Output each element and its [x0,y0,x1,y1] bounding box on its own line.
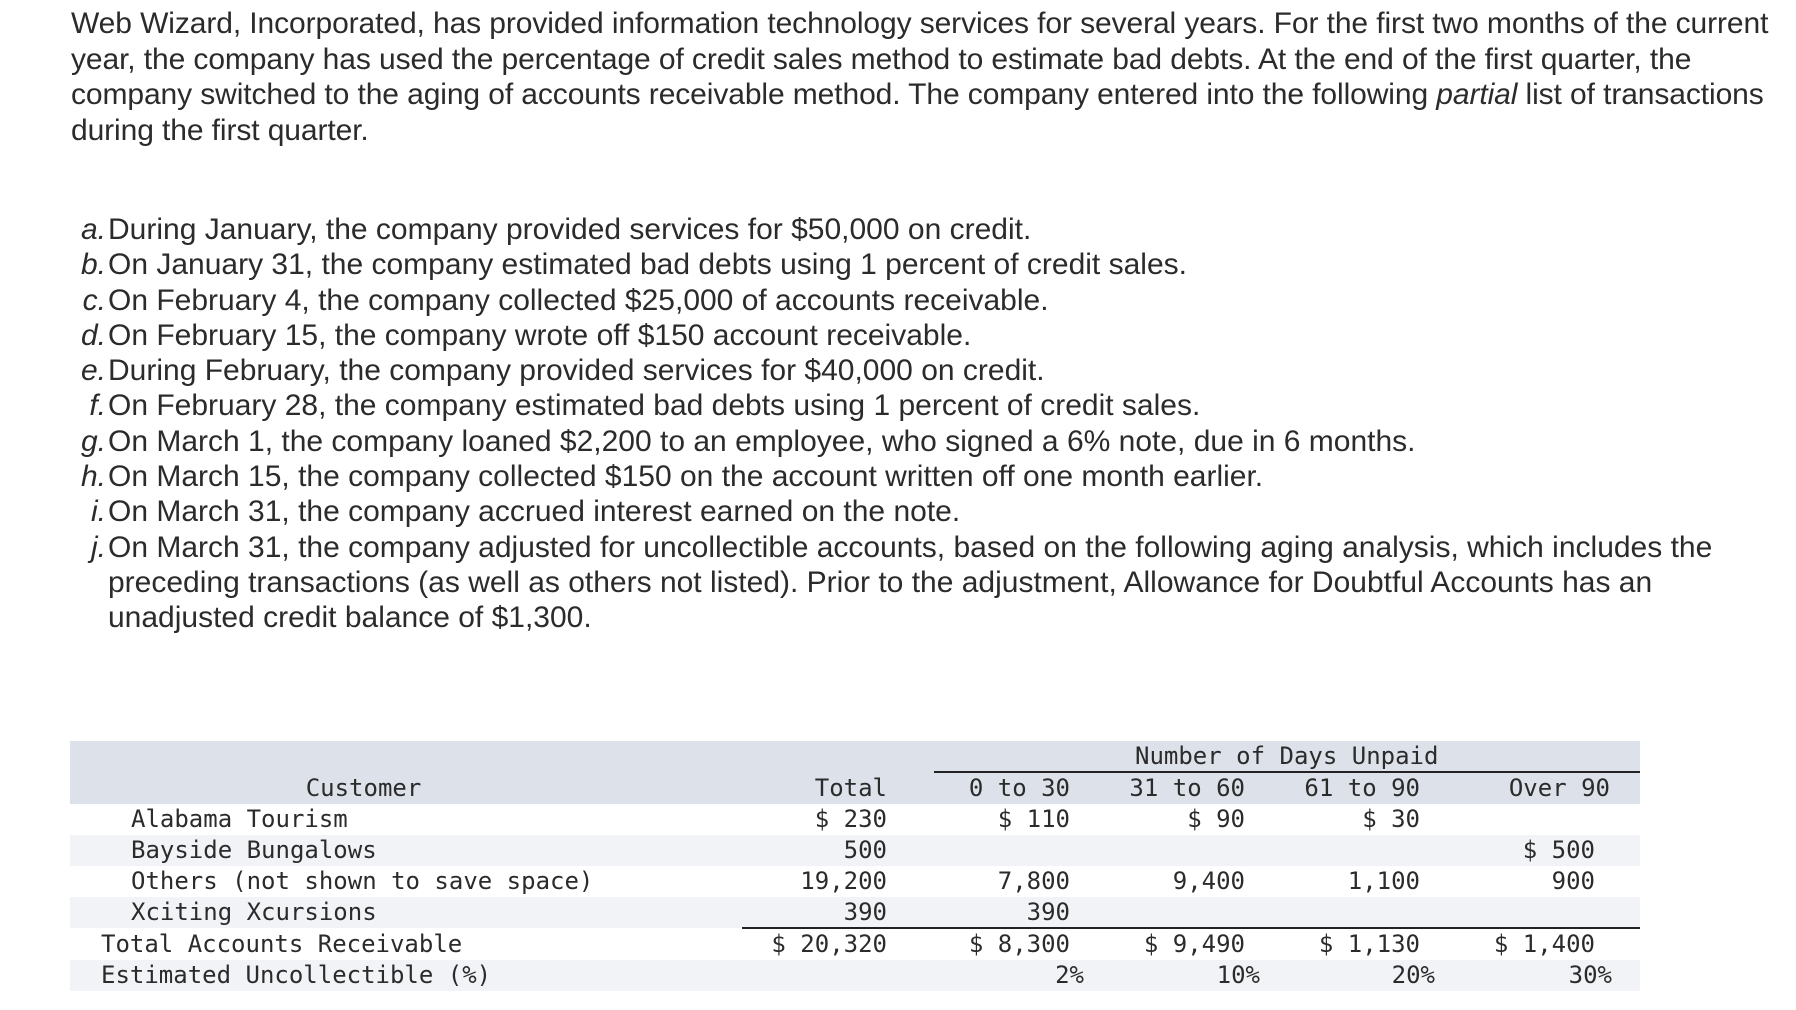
row-0-30: 7,800 [997,867,1070,895]
row-total: 19,200 [800,867,887,895]
row-31-60: 9,400 [1172,867,1245,895]
percent-row-61-90: 20% [1391,961,1435,989]
transaction-label: c. [82,283,106,317]
percent-row-0-30: 2% [1055,961,1084,989]
transaction-item [74,247,1774,282]
aging-table [70,741,1640,995]
transaction-text: On March 31, the company accrued interest earned on the note. [108,495,961,529]
percent-row-over-90: 30% [1568,961,1612,989]
total-row-61-90: $ 1,130 [1318,930,1420,958]
transaction-label: i. [91,495,106,529]
problem-intro [71,6,1781,148]
row-customer: Xciting Xcursions [131,898,377,926]
row-0-30: 390 [1026,898,1070,926]
transaction-text: On March 31, the company adjusted for uncollectible accounts, based on the following aging analysis, which includes the preceding transactions (as well as others not listed). Prior to the adjustment, Allowance for Doubtful Accounts has an unadjusted credit balance of $1,300. [108,530,1713,635]
transaction-list [74,212,1774,636]
total-row-label: Total Accounts Receivable [101,930,463,958]
transaction-text: On February 4, the company collected $25,000 of accounts receivable. [108,283,1049,317]
transaction-item [74,459,1774,494]
column-header-61-90: 61 to 90 [1304,774,1420,802]
row-total: 390 [843,898,887,926]
intro-emphasis: partial [1436,78,1518,111]
transaction-text: On February 15, the company wrote off $150 account receivable. [108,318,972,352]
transaction-item [74,318,1774,353]
transaction-item [74,353,1774,388]
transaction-label: a. [80,213,106,246]
row-31-60: $ 90 [1187,805,1245,833]
transaction-item [74,530,1774,636]
transaction-label: j. [91,530,106,564]
transaction-item [74,388,1774,423]
column-header-31-60: 31 to 60 [1129,774,1245,802]
transaction-text: On March 15, the company collected $150 on the account written off one month earlier. [108,460,1264,494]
row-over-90: $ 500 [1522,836,1595,864]
intro-text-part2: list of transactions during the first quarter. [71,78,1764,147]
percent-row-31-60: 10% [1216,961,1260,989]
column-header-total: Total [814,774,887,802]
row-customer: Bayside Bungalows [131,836,377,864]
transaction-label: h. [80,460,106,494]
row-0-30: $ 110 [997,805,1070,833]
row-total: 500 [843,836,887,864]
transaction-text: During January, the company provided services for $50,000 on credit. [108,213,1032,246]
transaction-label: g. [80,424,106,458]
transaction-label: d. [80,318,106,352]
transaction-text: On February 28, the company estimated bad debts using 1 percent of credit sales. [108,389,1201,423]
column-header-customer: Customer [305,774,422,802]
group-header: Number of Days Unpaid [1135,742,1439,770]
percent-row-label: Estimated Uncollectible (%) [101,961,492,989]
total-row-total: $ 20,320 [771,930,887,958]
column-header-0-30: 0 to 30 [968,774,1070,802]
row-customer: Others (not shown to save space) [131,867,594,895]
row-61-90: $ 30 [1362,805,1420,833]
transaction-text: During February, the company provided services for $40,000 on credit. [108,354,1045,388]
transaction-text: On March 1, the company loaned $2,200 to an employee, who signed a 6% note, due in 6 months. [108,424,1416,458]
transaction-item [74,283,1774,318]
transaction-label: f. [89,389,106,423]
intro-text-part1: Web Wizard, Incorporated, has provided information technology services for several years. For the first two months of the current year, the company has used the percentage of credit sales method to estimate bad debts. At the end of the first quarter, the company switched to the aging of accounts receivable method. The company entered into the following [71,7,1769,111]
transaction-label: b. [80,248,106,282]
total-row-0-30: $ 8,300 [968,930,1070,958]
row-over-90: 900 [1551,867,1595,895]
total-row-over-90: $ 1,400 [1493,930,1595,958]
transaction-text: On January 31, the company estimated bad debts using 1 percent of credit sales. [108,248,1187,282]
row-total: $ 230 [814,805,887,833]
transaction-item [74,212,1774,247]
total-row-31-60: $ 9,490 [1143,930,1245,958]
column-header-over-90: Over 90 [1508,774,1610,802]
transaction-item [74,424,1774,459]
row-customer: Alabama Tourism [131,805,348,833]
transaction-label: e. [80,354,106,388]
transaction-item [74,494,1774,529]
row-61-90: 1,100 [1347,867,1420,895]
